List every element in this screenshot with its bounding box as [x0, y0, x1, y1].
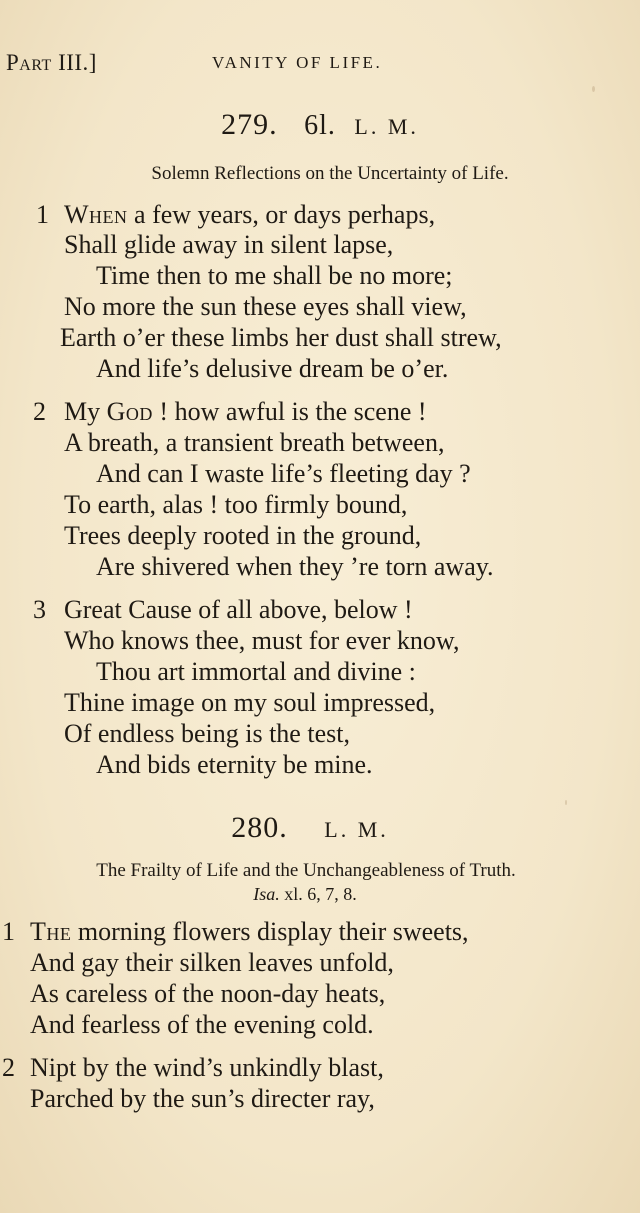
verse-line: Earth o’er these limbs her dust shall strew, [60, 323, 502, 352]
verse-line: And can I waste life’s fleeting day ? [96, 459, 471, 488]
part-label: Part III.] [6, 50, 97, 75]
running-header [6, 50, 626, 80]
hymn-279-subtitle: Solemn Reflections on the Uncertainty of Life. [151, 163, 509, 184]
verse-line: And gay their silken leaves unfold, [30, 948, 394, 977]
verse-line: Nipt by the wind’s unkindly blast, [30, 1053, 384, 1082]
reference-book: Isa. [253, 884, 280, 904]
verse-lead-word: When [64, 200, 128, 229]
hymn-280-title [0, 811, 630, 845]
verse-line: The morning flowers display their sweets, [30, 917, 469, 946]
verse-lead-word: God [106, 397, 153, 426]
hymn-number: 279. [221, 108, 278, 141]
hymn-280-subtitle: The Frailty of Life and the Unchangeableness of Truth. [96, 860, 516, 881]
hymn-meter: L. M. [324, 817, 389, 842]
verse-line: Of endless being is the test, [64, 719, 350, 748]
stanza-number: 1 [36, 200, 49, 229]
stanza-number: 1 [2, 917, 15, 946]
verse-line: As careless of the noon-day heats, [30, 979, 386, 1008]
verse-line: Time then to me shall be no more; [96, 261, 453, 290]
verse-line: Are shivered when they ’re torn away. [96, 552, 494, 581]
verse-line: Trees deeply rooted in the ground, [64, 521, 422, 550]
verse-line: To earth, alas ! too firmly bound, [64, 490, 408, 519]
verse-line: And fearless of the evening cold. [30, 1010, 374, 1039]
stanza-number: 3 [33, 595, 46, 624]
verse-line: When a few years, or days perhaps, [64, 200, 436, 229]
paper-stain [592, 86, 595, 92]
verse-line: A breath, a transient breath between, [64, 428, 445, 457]
verse-line: Great Cause of all above, below ! [64, 595, 413, 624]
hymn-number: 280. [231, 811, 288, 844]
verse-line: And bids eternity be mine. [96, 750, 373, 779]
hymn-279-title [0, 108, 640, 142]
verse-line: Thine image on my soul impressed, [64, 688, 436, 717]
running-title: VANITY OF LIFE. [212, 53, 383, 72]
verse-line: Thou art immortal and divine : [96, 657, 416, 686]
stanza-number: 2 [2, 1053, 15, 1082]
verse-lead-word: The [30, 917, 72, 946]
verse-line: No more the sun these eyes shall view, [64, 292, 467, 321]
reference-verses: xl. 6, 7, 8. [279, 884, 357, 904]
verse-line: Who knows thee, must for ever know, [64, 626, 460, 655]
stanza-number: 2 [33, 397, 46, 426]
verse-line: Shall glide away in silent lapse, [64, 230, 394, 259]
hymn-tune: 6l. [304, 110, 336, 141]
verse-line: My God ! how awful is the scene ! [64, 397, 427, 426]
hymn-meter: L. M. [354, 114, 419, 139]
scripture-reference [0, 884, 610, 905]
paper-stain [565, 800, 567, 805]
verse-line: And life’s delusive dream be o’er. [96, 354, 449, 383]
verse-line: Parched by the sun’s directer ray, [30, 1084, 375, 1113]
